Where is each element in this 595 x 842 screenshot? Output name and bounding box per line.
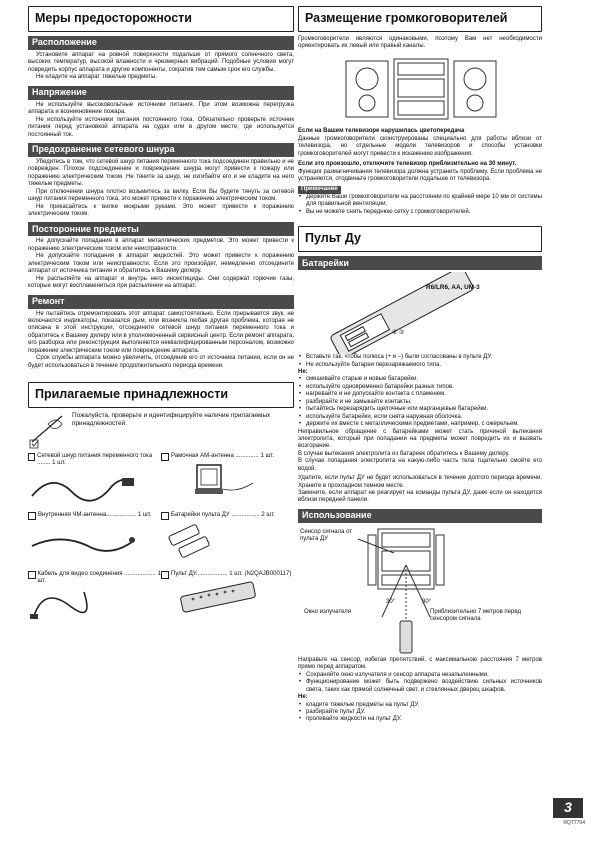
section-voltage-title: Напряжение [28,86,294,100]
page-number: 3 [553,798,583,818]
tv-color-text: Данные громкоговорители сконструированы специально для работы вблизи от телевизора, но отдельные модели телевизоров и способы установки громкоговорителей могут привести к искажению изображения. [298,135,542,157]
repair-text-2: Срок службы аппарата можно увеличить, отсоединив его от источника питания, если он не будет использоваться в течение продолжительного периода времени. [28,355,294,369]
usage-diagram [298,525,542,657]
accessory-checkbox[interactable] [28,453,35,461]
section-placement-title: Расположение [28,36,294,50]
accessories-list [28,453,294,630]
cord-text-3: Не прикасайтесь к вилке мокрыми руками. Это может привести к поражению электрическим током. [28,203,294,217]
accessory-ac-cord: Сетевой шнур питания переменного тока ........ 1 шт. [28,453,161,512]
pen-hand-icon [28,412,68,450]
accessory-am-antenna: Рамочная AM-антенна .............. 1 шт. [161,453,294,512]
foreign-text-1: Не допускайте попадания в аппарат металлических предметов. Это может привести к поражению электрическим током или неисправности. [28,238,294,252]
placement-text-2: Не кладите на аппарат тяжелые предметы. [36,74,158,81]
do-not-list-2: • кладите тяжелые предметы на пульт ДУ. • разбирайте пульт ДУ. • проливайте жидкости на пульт ДУ. [298,702,542,724]
ac-cord-icon [28,468,138,504]
section-cord-title: Предохранение сетевого шнура [28,143,294,157]
remote-title: Пульт Ду [298,226,542,252]
foreign-text-2: Не допускайте попадания в аппарат жидкостей. Это может привести к поражению электрическим током или неисправности. Если это произойдет, немедленно отсоедините аппарат от источника питания и обратитесь к Вашему дилеру. [28,253,294,275]
accessory-checkbox[interactable] [161,512,169,520]
angle-left-label: 30° [386,598,396,605]
batteries-icon [161,520,271,558]
precautions-title: Меры предосторожности [28,6,294,32]
accessory-video-cable: Кабель для видео соединения ................... 1 шт. [28,571,161,630]
section-foreign-title: Посторонние предметы [28,222,294,236]
window-label: Окно излучателя [304,608,352,615]
do-not-heading-2: Не: [298,694,308,701]
accessories-intro: Пожалуйста, проверьте и идентифицируйте наличие прилагаемых принадлежностей. [28,412,294,450]
usage-text: Направьте на сенсор, избегая препятствий, с максимальною расстояния 7 метров прямо перед аппаратом. [298,656,542,671]
tv-off-text: Функция размагничивания телевизора должна устранить проблему. Если проблема не устраняется, отодвиньте громкоговорители подальше от телевизора. [298,168,542,182]
repair-text-1: Не пытайтесь отремонтировать этот аппарат самостоятельно. Если прерывается звук, не включаются индикаторы, показался дым, или возникла любая другая проблема, которая не описана в этой инструкции, отсоедините сетевой шнур питания переменного тока и обратитесь к Вашему дилеру или в уполномоченный сервисный центр. Если ремонт аппарата, его разборка или реконструкция выполняются неквалифицированным персоналом, возможно поражение электрическим током или повреждение аппарата. [28,310,294,354]
voltage-text-1: Не используйте высоковольтные источники питания. При этом возможна перегрузка аппарата и возникновение пожара. [28,101,294,116]
remote-battery-icon [298,272,542,354]
sensor-label: Сенсор сигнала от пульта ДУ [300,528,353,543]
placement-text-1: Установите аппарат на ровной поверхности подальше от прямого солнечного света, высоких температур, высокой влажности и чрезмерных вибраций. Подобные условия могут повредить корпус аппарата и другие компоненты, сократив тем самым срок его службы. [28,52,294,73]
tv-off-heading: Если это произошло, отключите телевизор приблизительно на 30 минут. [298,161,517,168]
cord-text-1: Убедитесь в том, что сетевой шнур питания переменного тока подсоединен правильно и не поврежден. Плохое подсоединение и повреждение шнура могут привести к пожару или поражению электрическим током. Не тяните за шнур, не изгибайте его и не кладите на него тяжелые предметы. [28,158,294,188]
note-item: • Держите Ваши громкоговорители на расстоянии по крайней мере 10 мм от системы для правильной вентиляции. [298,194,542,209]
accessory-fm-antenna: Внутренняя ЧМ-антенна.................. 1 шт. [28,512,161,571]
accessory-checkbox[interactable] [161,453,169,461]
note-list [298,194,542,216]
usage-title: Использование [298,509,542,523]
batteries-title: Батарейки [298,256,542,270]
note-tag: Примечание [298,186,341,193]
am-antenna-icon [161,461,271,499]
foreign-text-3: Не распыляйте на аппарат и внутрь него инсектициды. Они содержат горючие газы, которые могут воспламениться при распылении на аппарат. [28,275,294,290]
accessory-checkbox[interactable] [161,571,169,579]
note-item: • Вы не можете снять переднюю сетку с громкоговорителей. [298,209,542,216]
remote-icon [161,579,271,615]
speaker-title: Размещение громкоговорителей [298,6,542,32]
accessory-batteries: Батарейки пульта ДУ ................. 2 шт. [161,512,294,571]
voltage-text-2: Не используйте источники питания постоянного тока. Обязательно проверьте источник питания перед установкой аппарата на судах или в другом месте, где используется постоянный ток. [28,116,294,138]
accessory-checkbox[interactable] [28,571,36,579]
accessory-remote: Пульт ДУ................... 1 шт. (N2QAJB000117) [161,571,294,630]
do-not-heading: Не: [298,369,308,375]
video-cable-icon [28,586,138,622]
usage-list: • Сохраняйте окно излучателя и сенсор аппарата незапыленными. • Функционирование может быть подвержено воздействию сильных источников света, таких как прямой солнечный свет, и стеклянных дверец шкафов. [298,672,542,694]
right-column: Размещение громкоговорителей Громкоговорители являются одинаковыми, поэтому Вам нет необходимости ориентировать их левый или правый каналы. Если на Вашем телевизоре нарушилась цветопередача Данные громкоговорители сконструированы специально для работы вблизи от телевизора, но отдельные модели телевизоров и способы установки громкоговорителей могут привести к искажению изображения. Если это произошло, отключите телевизор приблизительно на 30 минут. Функция размагничивания телевизора должна устранить проблему. Если проблема не устраняется, отодвиньте громкоговорители подальше от телевизора. Примечание • Держите Ваши громкоговорители на расстоянии по крайней мере 10 мм от системы для правильной вентиляции. • Вы не можете снять переднюю сетку с громкоговорителей. Пульт Ду Батарейки R6/LR6, AA, UM-3 ① ② • Вставьте так, чтобы полюса (+ и –) были согласованы в пульте ДУ. • Не используйте батареи перезаряжаемого типа. Не: • смешивайте старые и новые батарейки. • используйте одновременно батарейки разных типов. • нагревайте и не допускайте контакта с пламенем. • разбирайте и не замыкайте контакты. • пытайтесь перезарядить щелочные или марганцевые батарейки. • используйте батарейки, если снята наружная оболочка. • держите их вместе с металлическими предметами, например, с ожерельем. Неправильное обращение с батарейками может стать причиной вытекания электролита, который при попадании на предметы может повредить их и вызвать возгорание. В случае вытекания электролита из батареек обратитесь к Вашему дилеру. В случае попадания электролита на какую-либо часть тела тщательно смойте его водой. Удалите, если пульт ДУ не будет использоваться в течение долгого периода времени. Храните в прохладном темном месте. Замените, если аппарат не реагирует на команды пульта ДУ, даже если он находится вблизи передней панели. Использование Сенсор сигнала от пульта ДУ Окно излучателя Приблизительно 7 метров перед сенсором сигнала 30° 30° Направьте на сенсор, избегая препятствий, с максимальною расстояния 7 метров прямо перед аппаратом. • Сохраняйте окно излучателя и сенсор аппарата незапыленными. • Функционирование может быть подвержено воздействию сильных источников света, таких как прямой солнечный свет, и стеклянных дверец шкафов. Не: • кладите тяжелые предметы на пульт ДУ. • разбирайте пульт ДУ. • проливайте жидкости на пульт ДУ. [298,6,542,724]
fm-antenna-icon [28,520,138,556]
accessories-title: Прилагаемые принадлежности [28,382,294,408]
battery-list: • Вставьте так, чтобы полюса (+ и –) были согласованы в пульте ДУ. • Не используйте батареи перезаряжаемого типа. [298,354,542,369]
speaker-intro: Громкоговорители являются одинаковыми, поэтому Вам нет необходимости ориентировать их левый или правый каналы. [298,36,542,50]
remote-usage-illustration [298,525,542,657]
section-repair-title: Ремонт [28,295,294,309]
speaker-system-illustration [298,53,542,123]
battery-insert-illustration: R6/LR6, AA, UM-3 ① ② [298,272,542,354]
cord-text-2: При отключении шнура плотно возьмитесь за вилку. Если Вы будете тянуть за сетевой шнур питания переменного тока, это может привести к поражению электрическим током. [28,188,294,203]
do-not-list: • смешивайте старые и новые батарейки. • используйте одновременно батарейки разных типов. • нагревайте и не допускайте контакта с пламенем. • разбирайте и не замыкайте контакты. • пытайтесь перезарядить щелочные или марганцевые батарейки. • используйте батарейки, если снята наружная оболочка. • держите их вместе с металлическими предметами, например, с ожерельем. [298,376,542,428]
tv-color-heading: Если на Вашем телевизоре нарушилась цветопередача [298,128,465,135]
document-code: RQT7704 [563,820,585,826]
accessory-checkbox[interactable] [28,512,36,520]
svg-text:① ②: ① ② [392,330,405,337]
left-column [28,6,294,630]
angle-right-label: 30° [422,598,432,605]
distance-label: Приблизительно 7 метров перед сенсором сигнала [430,608,522,623]
